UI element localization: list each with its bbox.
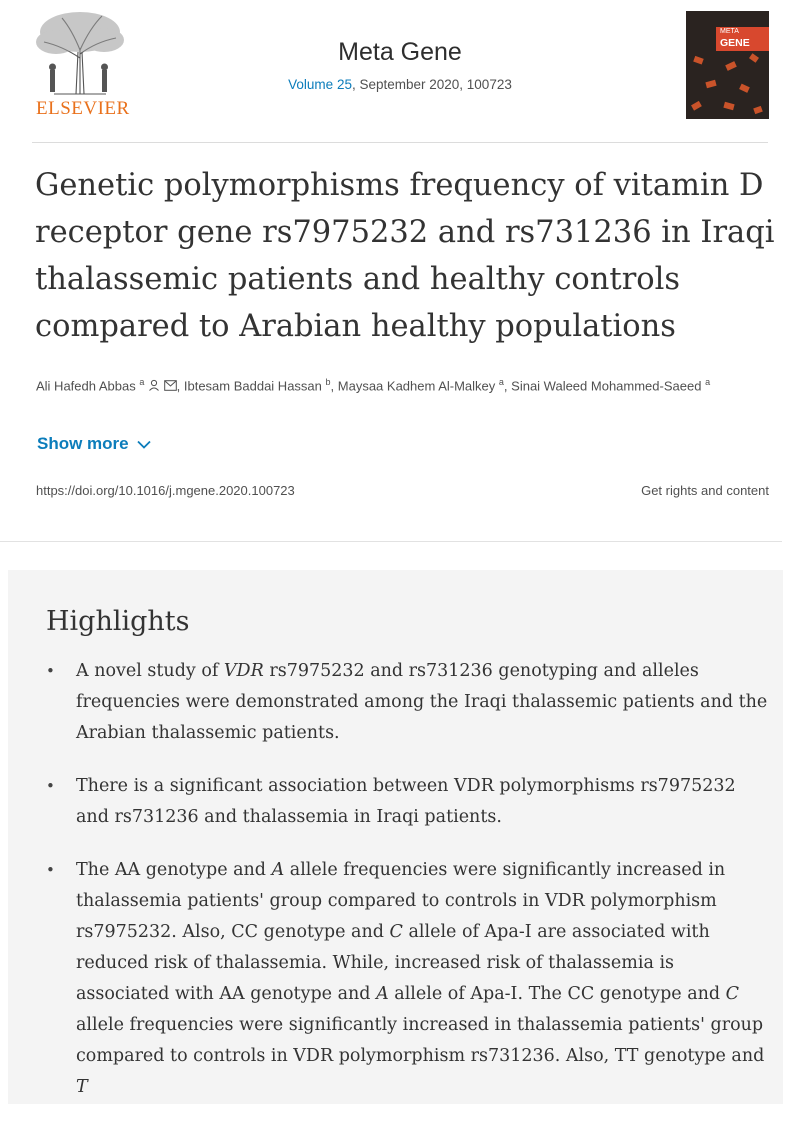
volume-number: 25 bbox=[336, 77, 352, 92]
cover-small-label: META bbox=[720, 28, 739, 35]
highlight-text: allele frequencies were significantly increased in thalassemia patients' group compared to controls in VDR polymorphism rs731236. Also, TT genotype and bbox=[76, 1015, 765, 1066]
person-icon[interactable] bbox=[148, 379, 160, 391]
highlight-item bbox=[8, 855, 768, 1103]
highlight-text: rs7975232 and rs731236 genotyping and alleles frequencies were demonstrated among the Iraqi thalassemic patients and the Arabian thalassemic patients. bbox=[76, 661, 768, 743]
section-divider bbox=[0, 541, 782, 542]
author-name[interactable]: Sinai Waleed Mohammed-Saeed bbox=[511, 378, 702, 394]
highlight-text: The AA genotype and bbox=[76, 860, 272, 880]
highlight-text: A novel study of bbox=[76, 661, 224, 681]
author-affiliation-sup: a bbox=[139, 377, 145, 387]
highlights-section bbox=[8, 570, 783, 1104]
journal-info bbox=[240, 38, 560, 92]
volume-prefix: Volume bbox=[288, 77, 334, 92]
article-header bbox=[0, 0, 800, 135]
highlight-text: allele of Apa-I. The CC genotype and bbox=[388, 984, 726, 1004]
highlight-italic: C bbox=[389, 922, 403, 942]
highlight-item bbox=[8, 656, 768, 749]
highlights-list bbox=[8, 656, 768, 1125]
issue-info: , September 2020, 100723 bbox=[351, 77, 512, 92]
show-more-label: Show more bbox=[37, 434, 129, 453]
author-name[interactable]: Ibtesam Baddai Hassan bbox=[183, 378, 322, 394]
volume-link[interactable] bbox=[288, 77, 352, 92]
highlight-italic: VDR bbox=[223, 661, 264, 681]
author-affiliation-sup: b bbox=[325, 377, 331, 387]
elsevier-logo[interactable] bbox=[32, 8, 132, 123]
highlight-italic: C bbox=[725, 984, 740, 1004]
journal-title[interactable]: Meta Gene bbox=[338, 38, 462, 66]
show-more-button[interactable] bbox=[37, 434, 151, 454]
doi-link[interactable]: https://doi.org/10.1016/j.mgene.2020.100723 bbox=[36, 483, 295, 498]
cover-journal-name: GENE bbox=[720, 37, 750, 49]
journal-volume-info bbox=[240, 77, 560, 92]
highlight-text: allele of Apa-I are associated with reduced risk of thalassemia. While, increased risk of thalassemia is associated with AA genotype and bbox=[76, 922, 710, 1004]
author-affiliation-sup: a bbox=[705, 377, 711, 387]
highlight-italic: T bbox=[76, 1077, 88, 1097]
highlight-text: There is a significant association between VDR polymorphisms rs7975232 and rs731236 and thalassemia in Iraqi patients. bbox=[76, 776, 736, 827]
email-icon[interactable] bbox=[164, 380, 177, 391]
highlight-italic: A bbox=[271, 860, 285, 880]
highlight-item bbox=[8, 771, 768, 833]
chevron-down-icon bbox=[137, 440, 151, 449]
elsevier-wordmark: ELSEVIER bbox=[36, 98, 130, 119]
highlight-italic: A bbox=[376, 984, 389, 1004]
highlights-heading: Highlights bbox=[46, 606, 190, 637]
elsevier-tree-icon bbox=[32, 8, 128, 96]
highlight-text: allele frequencies were significantly increased in thalassemia patients' group compared to controls in VDR polymorphism rs7975232. Also, CC genotype and bbox=[76, 860, 726, 942]
header-divider bbox=[32, 142, 768, 143]
article-title: Genetic polymorphisms frequency of vitamin D receptor gene rs7975232 and rs731236 in Iraqi thalassemic patients and healthy controls compared to Arabian healthy populations bbox=[35, 168, 775, 344]
cover-pattern-icon bbox=[686, 51, 769, 119]
author-list: Ali Hafedh Abbas $^a$ , Ibtesam Baddai Hassan $^b$, Maysaa Kadhem Al-Malkey $^a$, Sinai Waleed Mohammed-Saeed $^a$ bbox=[36, 377, 711, 394]
author-affiliation-sup: a bbox=[498, 377, 504, 387]
journal-cover-thumbnail[interactable] bbox=[686, 11, 769, 119]
author-name[interactable]: Maysaa Kadhem Al-Malkey bbox=[337, 378, 496, 394]
get-rights-link[interactable]: Get rights and content bbox=[641, 483, 769, 498]
author-name[interactable]: Ali Hafedh Abbas bbox=[36, 378, 136, 394]
